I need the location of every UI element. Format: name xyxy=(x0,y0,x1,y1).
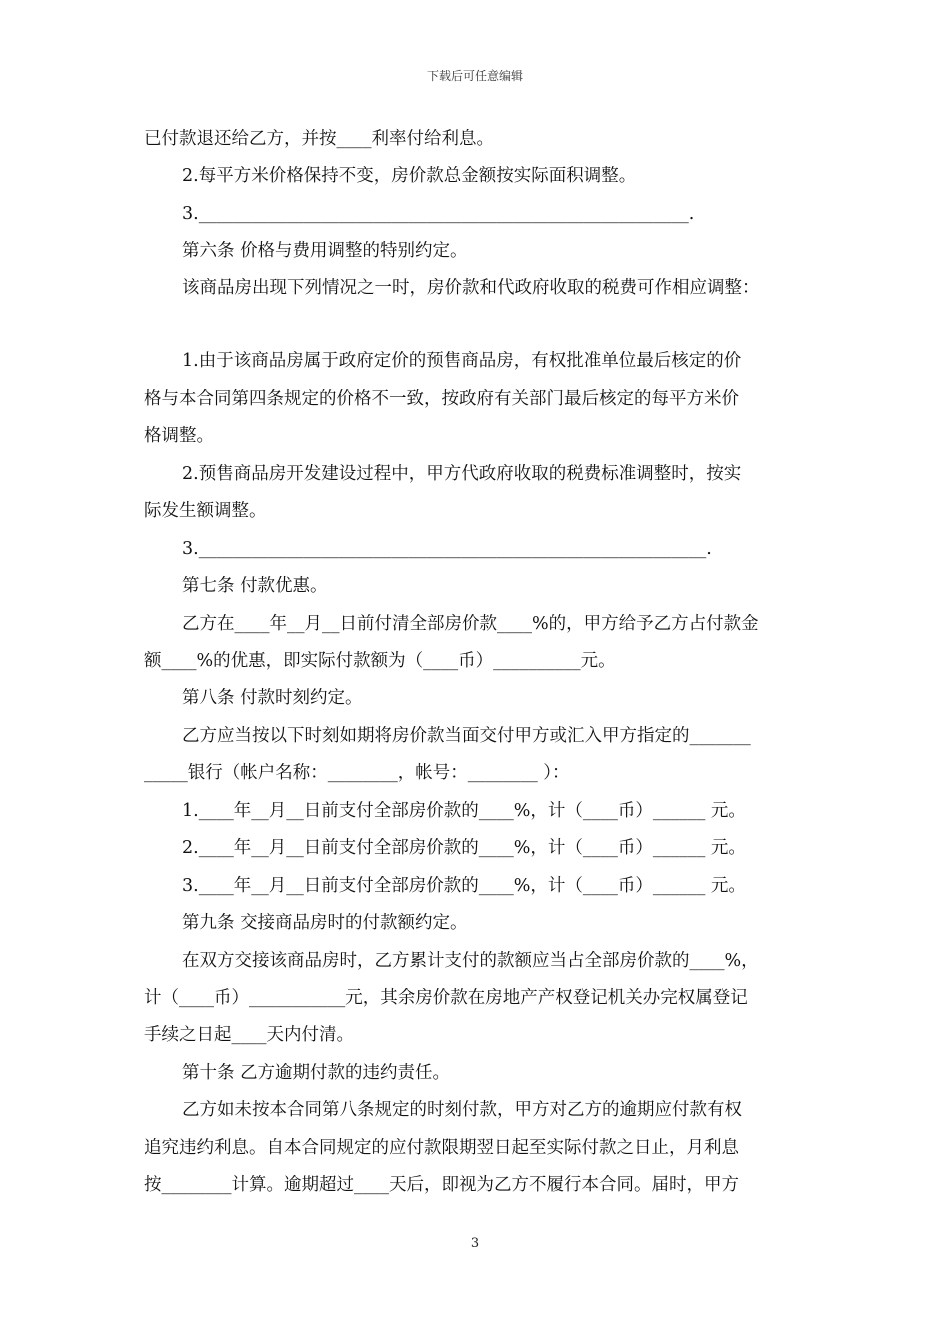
text-line: 2.____年__月__日前支付全部房价款的____%，计（____币）______ 元。 xyxy=(182,838,746,858)
section-heading: 第六条 价格与费用调整的特别约定。 xyxy=(182,241,468,261)
text-line: 格调整。 xyxy=(144,426,214,446)
text-line: 格与本合同第四条规定的价格不一致，按政府有关部门最后核定的每平方米价 xyxy=(144,389,739,409)
text-line: 3.________________________________________________________. xyxy=(182,204,695,224)
text-line: 该商品房出现下列情况之一时，房价款和代政府收取的税费可作相应调整： xyxy=(182,278,760,298)
text-line: 计（____币）___________元，其余房价款在房地产产权登记机关办完权属登记 xyxy=(144,988,748,1008)
text-line: 1.由于该商品房属于政府定价的预售商品房，有权批准单位最后核定的价 xyxy=(182,351,742,371)
section-heading: 第八条 付款时刻约定。 xyxy=(182,688,363,708)
text-line: 2.预售商品房开发建设过程中，甲方代政府收取的税费标准调整时，按实 xyxy=(182,464,742,484)
text-line: 3.__________________________________________________________. xyxy=(182,539,712,559)
page-number: 3 xyxy=(470,1236,480,1251)
text-line: 3.____年__月__日前支付全部房价款的____%，计（____币）______ 元。 xyxy=(182,876,746,896)
section-heading: 第十条 乙方逾期付款的违约责任。 xyxy=(182,1063,451,1083)
text-line: 已付款退还给乙方，并按____利率付给利息。 xyxy=(144,129,494,149)
text-line: 手续之日起____天内付清。 xyxy=(144,1025,354,1045)
text-line: 2.每平方米价格保持不变，房价款总金额按实际面积调整。 xyxy=(182,166,637,186)
text-line: 按________计算。逾期超过____天后，即视为乙方不履行本合同。届时，甲方 xyxy=(144,1175,739,1195)
text-line: 追究违约利息。自本合同规定的应付款限期翌日起至实际付款之日止，月利息 xyxy=(144,1138,739,1158)
text-line: 际发生额调整。 xyxy=(144,501,267,521)
section-heading: 第九条 交接商品房时的付款额约定。 xyxy=(182,913,468,933)
text-line: 1.____年__月__日前支付全部房价款的____%，计（____币）______ 元。 xyxy=(182,801,746,821)
text-line: 额____%的优惠，即实际付款额为（____币）__________元。 xyxy=(144,651,616,671)
text-line: 乙方在____年__月__日前付清全部房价款____%的，甲方给予乙方占付款金 xyxy=(182,614,759,634)
section-heading: 第七条 付款优惠。 xyxy=(182,576,328,596)
text-line: _____银行（帐户名称：________，帐号：________ ）： xyxy=(144,763,570,783)
text-line: 乙方如未按本合同第八条规定的时刻付款，甲方对乙方的逾期应付款有权 xyxy=(182,1100,742,1120)
text-line: 在双方交接该商品房时，乙方累计支付的款额应当占全部房价款的____%， xyxy=(182,951,759,971)
text-line: 乙方应当按以下时刻如期将房价款当面交付甲方或汇入甲方指定的_______ xyxy=(182,726,751,746)
page-header: 下载后可任意编辑 xyxy=(426,69,523,83)
